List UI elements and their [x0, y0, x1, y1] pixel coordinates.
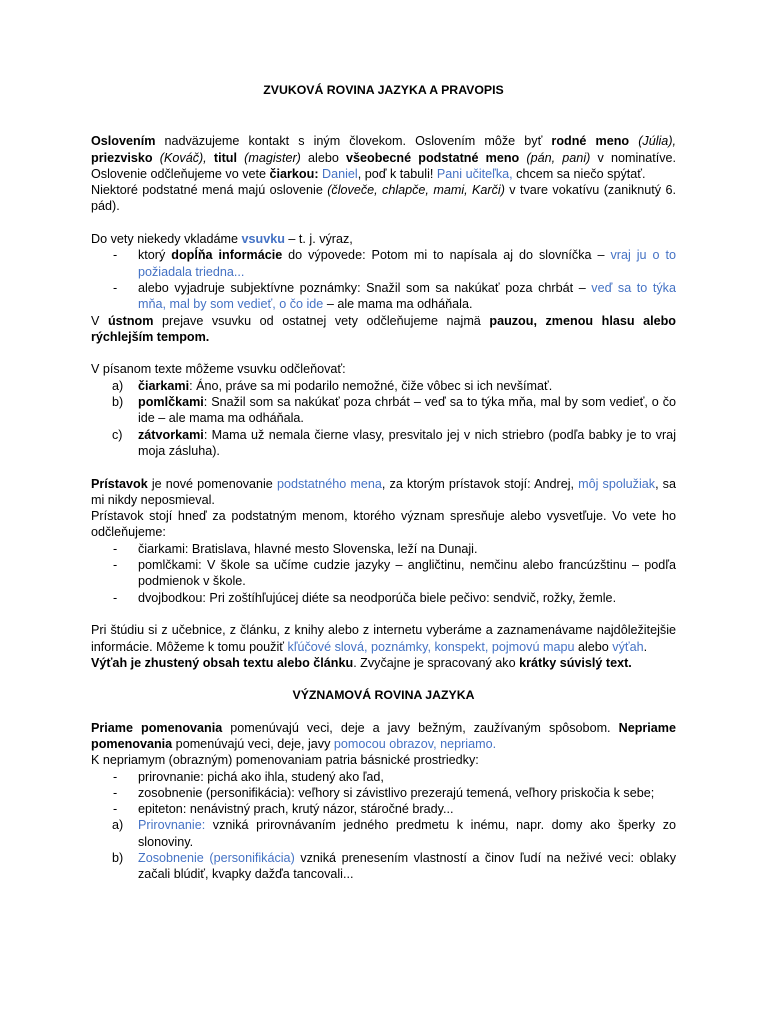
- text-run: alebo: [574, 639, 613, 654]
- dash-marker: -: [113, 541, 118, 556]
- paragraph-ustny-prejav: [91, 313, 676, 346]
- example-vokativ: (človeče, chlapče, mami, Karči): [327, 183, 505, 198]
- text-run: – t. j. výraz,: [284, 232, 353, 247]
- term-rodne-meno: rodné meno: [551, 134, 630, 149]
- spacer: [91, 671, 676, 687]
- text-run: v tvare vokatívu (zaniknutý 6. pád).: [91, 183, 677, 214]
- paragraph-studium: [91, 622, 676, 655]
- example-daniel: Daniel: [322, 166, 358, 181]
- text-run: čiarkami: Bratislava, hlavné mesto Slovenska, leží na Dunaji.: [138, 541, 478, 556]
- example-kovac: (Kováč),: [159, 150, 207, 165]
- example-julia: (Júlia),: [638, 134, 677, 149]
- text-run: vzniká prirovnávaním jedného predmetu k inému, napr. domy ako šperky zo slonoviny.: [138, 818, 676, 849]
- example-magister: (magister): [244, 150, 301, 165]
- term-vytah: Výťah je zhustený obsah textu alebo článku: [91, 655, 354, 670]
- list-marker: b): [112, 395, 124, 410]
- dash-marker: -: [113, 280, 118, 295]
- spacer: [91, 215, 676, 231]
- text-run: alebo: [300, 150, 347, 165]
- paragraph-pisany-text: V písanom texte môžeme vsuvku odčleňovať:: [91, 362, 346, 377]
- text-run: : Snažil som sa nakúkať poza chrbát – veď sa to týka mňa, mal by som vedieť, o čo ide – ale mama ma odháňala.: [138, 395, 676, 426]
- spacer: [91, 459, 676, 475]
- list-marker: a): [112, 818, 124, 833]
- list-item: [91, 280, 676, 313]
- text-run: dvojbodkou: Pri zoštíhľujúcej diéte sa neodporúča biele pečivo: sendvič, rožky, žemle.: [138, 590, 617, 605]
- text-run: Pri štúdiu si z učebnice, z článku, z knihy alebo z internetu vyberáme a zaznamenávame najdôležitejšie informácie. Môžeme k tomu použiť: [91, 623, 676, 654]
- list-marker: a): [112, 378, 124, 393]
- prostriedky-list: [91, 769, 676, 818]
- highlight-vytah: výťah: [612, 639, 644, 654]
- list-item: [91, 785, 676, 801]
- list-item: [91, 850, 676, 883]
- paragraph-vokativ: [91, 182, 676, 215]
- term-vseobecne-podstatne-meno: všeobecné podstatné meno: [346, 150, 520, 165]
- text-run: prirovnanie: pichá ako ihla, studený ako ľad,: [138, 769, 384, 784]
- example-pani-ucitelka: Pani učiteľka,: [436, 166, 513, 181]
- list-item: [91, 769, 676, 785]
- term-pauzou: pauzou, zmenou hlasu alebo rýchlejším tempom.: [91, 313, 676, 344]
- text-run: : Áno, práve sa mi podarilo nemožné, čiže vôbec si ich nevšímať.: [189, 378, 553, 393]
- dash-marker: -: [113, 558, 118, 573]
- term-pristavok: Prístavok: [91, 476, 148, 491]
- text-run: , sa mi nikdy neposmieval.: [91, 476, 676, 507]
- text-run: epiteton: nenávistný prach, krutý názor, stáročné brady...: [138, 802, 454, 817]
- term-nepriame-pomenovania: Nepriame pomenovania: [91, 720, 676, 751]
- term-zosobnenie: Zosobnenie (personifikácia): [138, 851, 295, 866]
- vsuvka-list: [91, 247, 676, 312]
- term-ciarkami: čiarkami: [138, 378, 190, 393]
- term-doplna-informacie: dopĺňa informácie: [171, 248, 283, 263]
- list-item: [91, 247, 676, 280]
- term-vsuvka: vsuvku: [241, 232, 285, 247]
- paragraph-pristavok-pozicia: Prístavok stojí hneď za podstatným menom, ktorého význam spresňuje alebo vysvetľuje. Vo vete ho odčleňujeme:: [91, 509, 676, 540]
- term-ustnom: ústnom: [107, 313, 154, 328]
- dash-marker: -: [113, 590, 118, 605]
- text-run: V: [91, 313, 108, 328]
- term-kratky-suvisly-text: krátky súvislý text.: [519, 655, 632, 670]
- list-item: [91, 541, 676, 557]
- spacer: [91, 345, 676, 361]
- highlight-pomocou-obrazov: pomocou obrazov, nepriamo.: [333, 736, 497, 751]
- list-marker: c): [112, 427, 123, 442]
- example-moj-spoluziak: môj spolužiak: [578, 476, 656, 491]
- text-run: Niektoré podstatné mená majú oslovenie: [91, 183, 328, 198]
- text-run: .: [643, 639, 648, 654]
- highlight-podstatneho-mena: podstatného mena: [276, 476, 382, 491]
- text-run: chcem sa niečo spýtať.: [512, 166, 646, 181]
- list-item: [91, 817, 676, 850]
- term-pomlckami: pomlčkami: [138, 395, 204, 410]
- example-pan-pani: (pán, pani): [526, 150, 591, 165]
- list-item: [91, 378, 676, 394]
- text-run: – ale mama ma odháňala.: [323, 297, 473, 312]
- paragraph-oslovenie: [91, 133, 676, 182]
- text-run: , za ktorým prístavok stojí: Andrej,: [381, 476, 579, 491]
- dash-marker: -: [113, 248, 118, 263]
- dash-marker: -: [113, 769, 118, 784]
- dash-marker: -: [113, 785, 118, 800]
- term-titul: titul: [213, 150, 237, 165]
- text-run: prejave vsuvku od ostatnej vety odčleňujeme najmä: [153, 313, 490, 328]
- text-run: : Mama už nemala čierne vlasy, presvitalo jej v nich striebro (podľa babky je to vraj moja zásluha).: [138, 427, 676, 458]
- paragraph-pristavok: [91, 476, 676, 509]
- paragraph-vsuvka-intro: [91, 231, 676, 247]
- page-title: ZVUKOVÁ ROVINA JAZYKA A PRAVOPIS: [263, 83, 504, 97]
- example-vsuvka: vraj ju o to požiadala triedna...: [138, 248, 676, 279]
- text-run: Do vety niekedy vkladáme: [91, 232, 242, 247]
- highlight-klucove-slova: kľúčové slová, poznámky, konspekt, pojmovú mapu: [287, 639, 575, 654]
- term-priezvisko: priezvisko: [91, 150, 153, 165]
- text-run: [629, 134, 638, 148]
- list-item: [91, 801, 676, 817]
- pristavok-list: [91, 541, 676, 606]
- term-prirovnanie: Prirovnanie:: [138, 818, 206, 833]
- text-run: do výpovede: Potom mi to napísala aj do slovníčka –: [282, 248, 611, 263]
- text-run: nadväzujeme kontakt s iným človekom. Oslovením môže byť: [155, 134, 552, 149]
- term-oslovenim: Oslovením: [91, 134, 156, 149]
- text-run: vzniká prenesením vlastností a činov ľudí na neživé veci: oblaky začali blúdiť, kvapky dažďa tancovali...: [138, 851, 676, 882]
- text-run: ktorý: [138, 248, 172, 263]
- list-item: [91, 557, 676, 590]
- text-run: pomenúvajú veci, deje, javy: [172, 736, 334, 751]
- odclenovanie-list: [91, 378, 676, 459]
- text-run: [153, 151, 160, 165]
- spacer: [91, 606, 676, 622]
- prostriedky-definicie-list: [91, 817, 676, 882]
- list-marker: b): [112, 851, 124, 866]
- list-item: [91, 427, 676, 460]
- list-item: [91, 590, 676, 606]
- text-run: alebo vyjadruje subjektívne poznámky: Snažil som sa nakúkať poza chrbát –: [138, 280, 592, 295]
- text-run: v nominatíve. Oslovenie odčleňujeme vo vete: [91, 150, 677, 181]
- text-run: [207, 151, 214, 165]
- dash-marker: -: [113, 802, 118, 817]
- text-run: . Zvyčajne je spracovaný ako: [353, 655, 520, 670]
- text-run: pomlčkami: V škole sa učíme cudzie jazyky – angličtinu, nemčinu alebo francúzštinu – podľa podmienok v škole.: [138, 558, 676, 589]
- term-zatvorkami: zátvorkami: [138, 427, 204, 442]
- text-run: je nové pomenovanie: [147, 476, 277, 491]
- section-title: VÝZNAMOVÁ ROVINA JAZYKA: [292, 688, 475, 703]
- paragraph-pomenovania: [91, 720, 676, 753]
- list-item: [91, 394, 676, 427]
- paragraph-vytah-definicia: [91, 655, 676, 671]
- text-run: , poď k tabuli!: [357, 166, 437, 181]
- paragraph-basnicke-prostriedky: K nepriamym (obrazným) pomenovaniam patria básnické prostriedky:: [91, 753, 479, 768]
- term-ciarkou: čiarkou:: [269, 166, 319, 181]
- text-run: pomenúvajú veci, deje a javy bežným, zaužívaným spôsobom.: [222, 720, 619, 735]
- example-vsuvka: veď sa to týka mňa, mal by som vedieť, o čo ide: [138, 280, 676, 312]
- text-run: zosobnenie (personifikácia): veľhory si závistlivo prezerajú temená, veľhory priskočia k sebe;: [138, 785, 655, 800]
- term-priame-pomenovania: Priame pomenovania: [91, 720, 223, 735]
